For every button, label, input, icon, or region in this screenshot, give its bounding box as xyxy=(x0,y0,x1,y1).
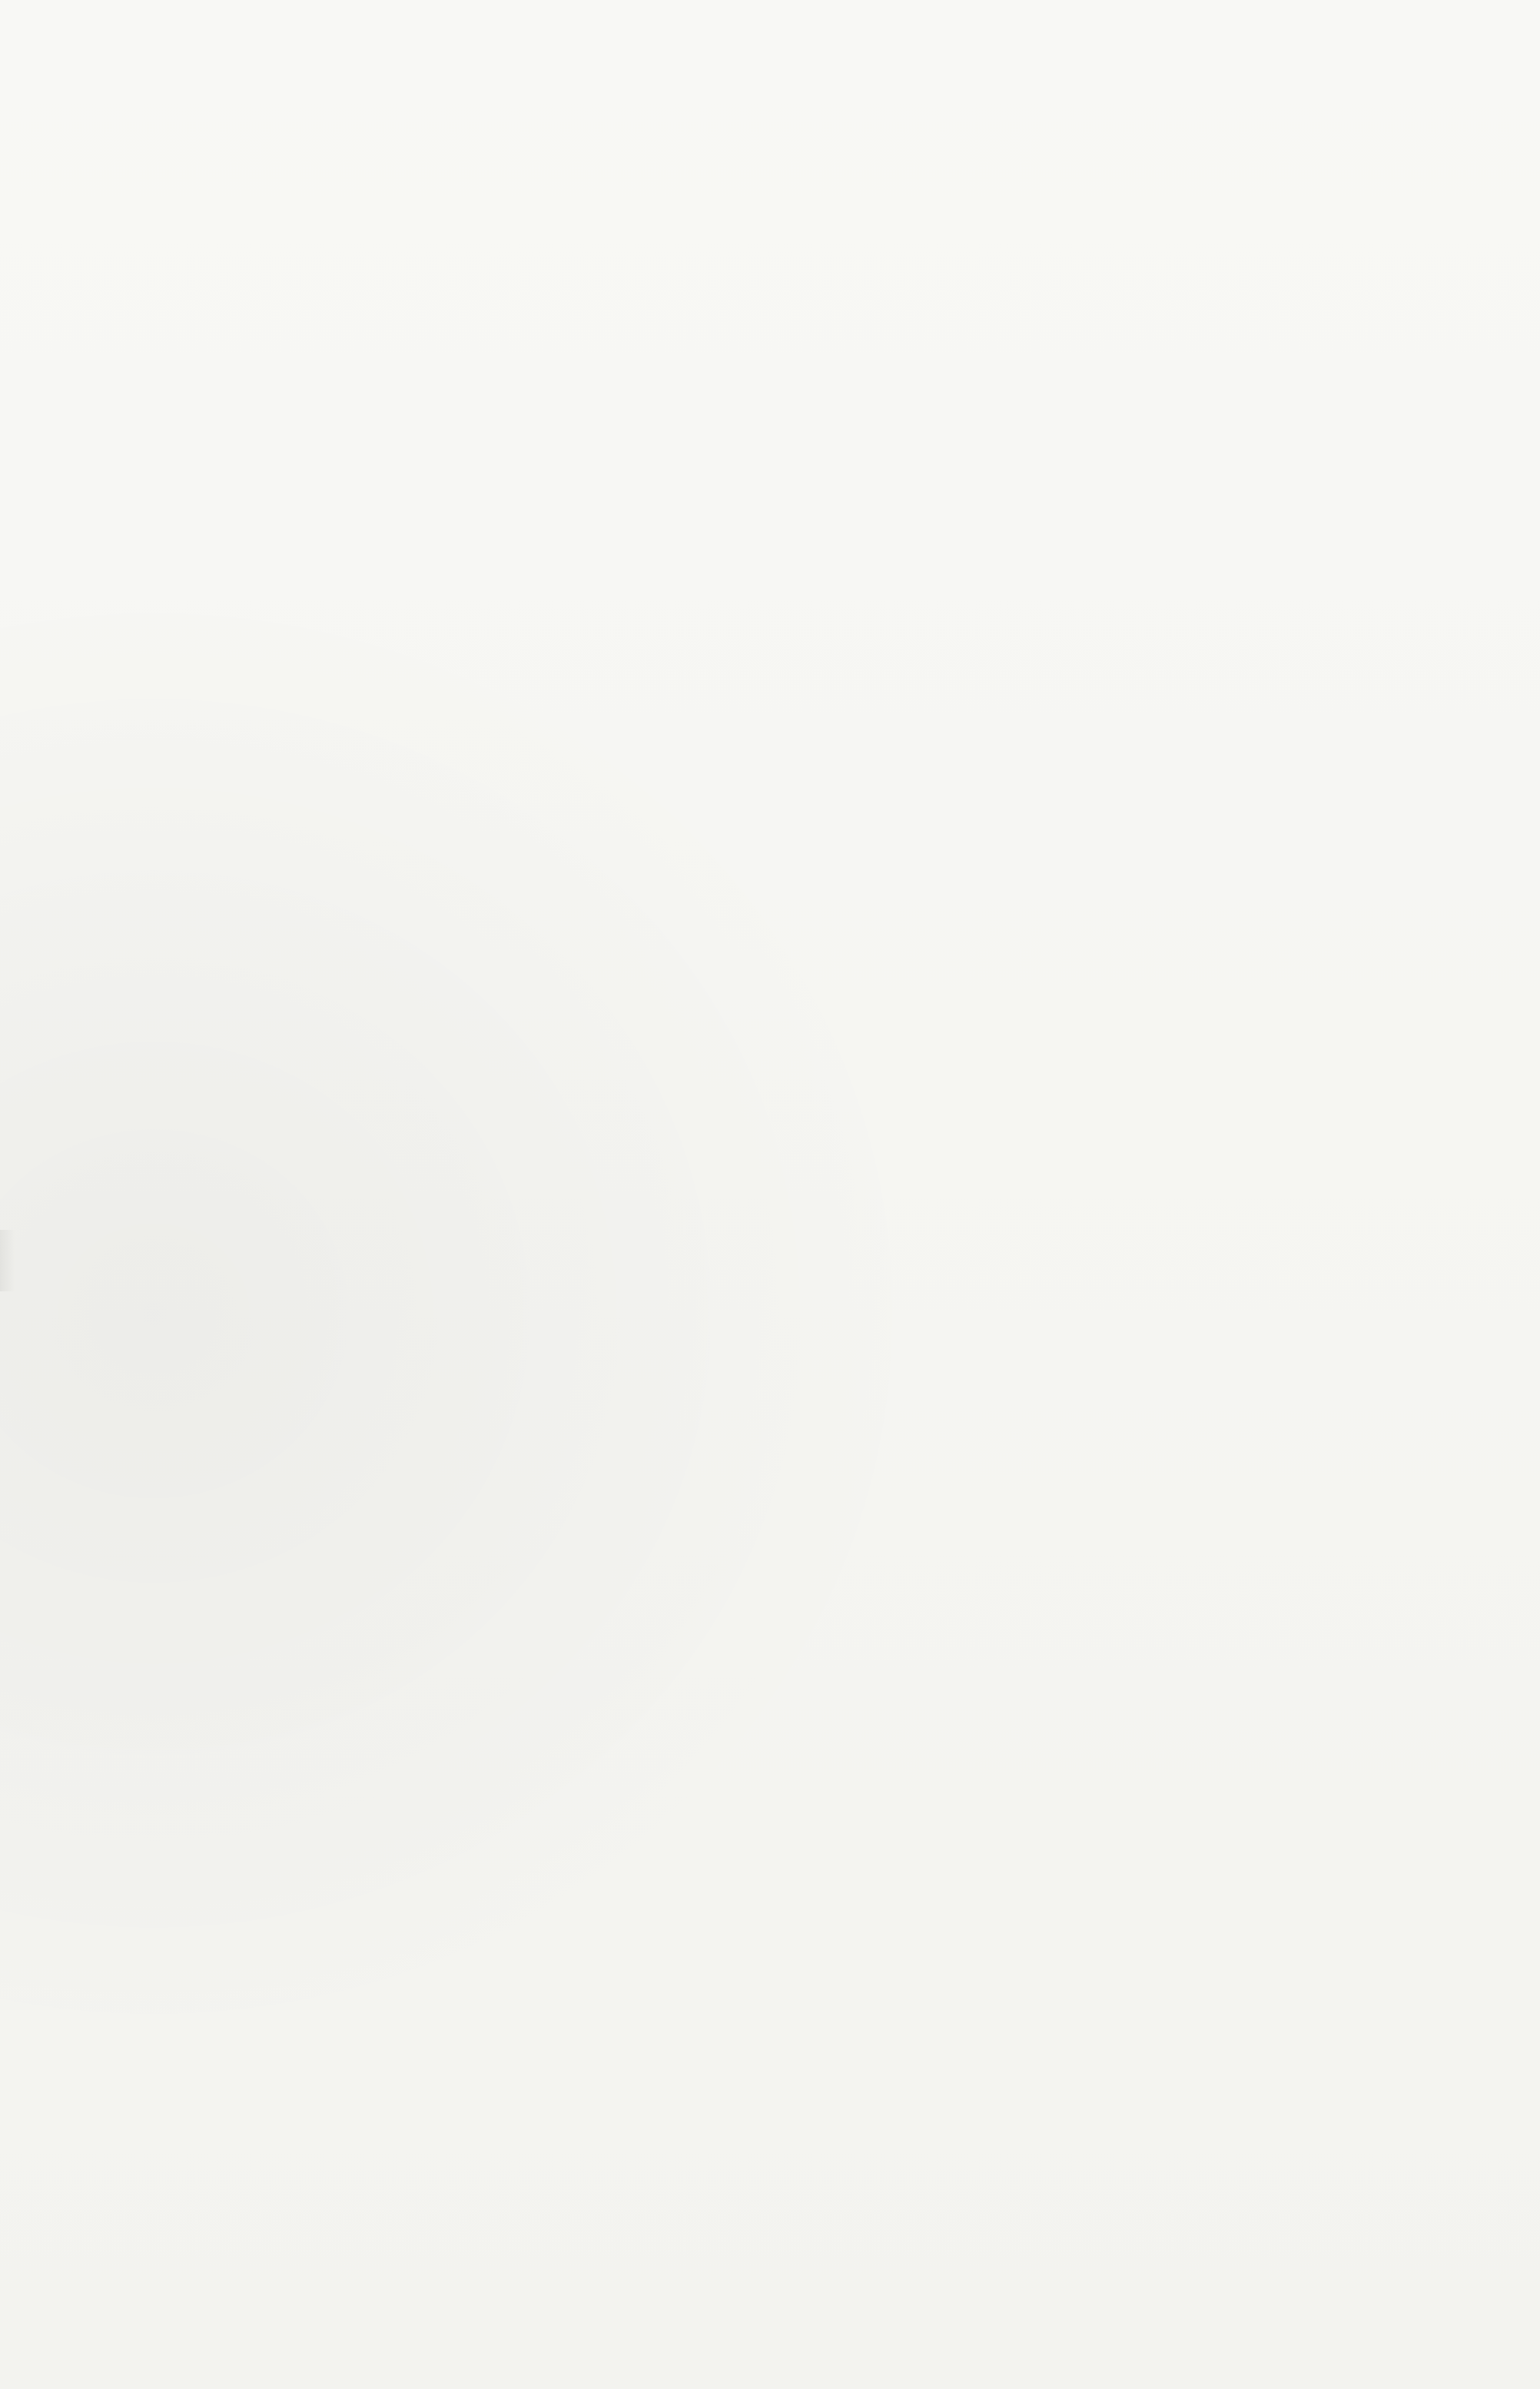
scan-shadow xyxy=(0,1230,15,1291)
